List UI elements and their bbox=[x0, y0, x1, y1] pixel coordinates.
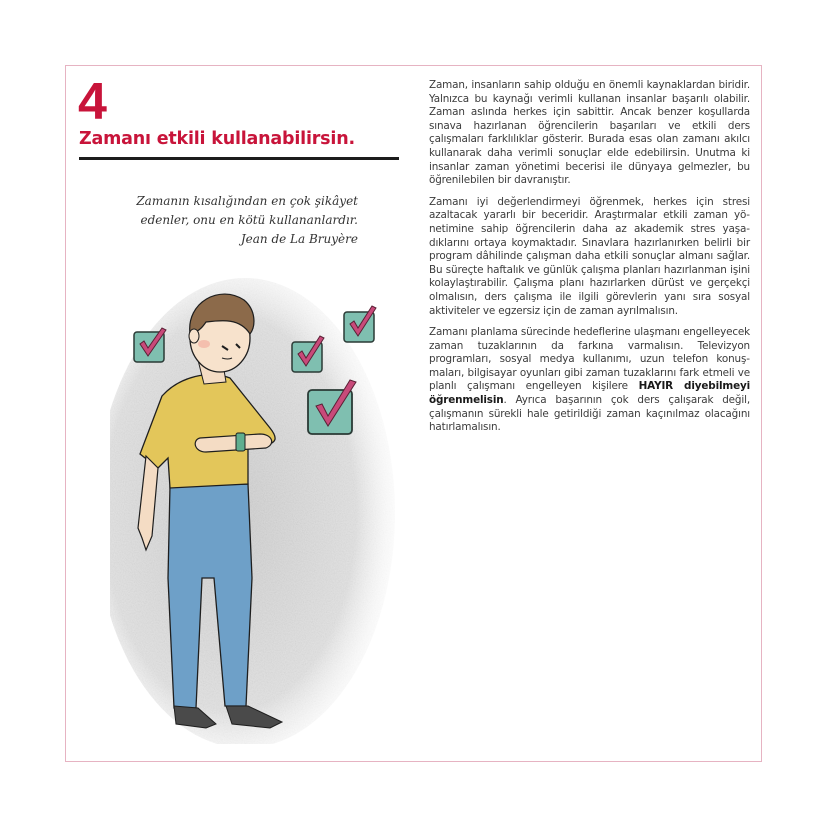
boy-checking-watch-illustration bbox=[110, 278, 400, 744]
paragraph-text: Zamanı planlama sürecinde hedeflerine ulaşmanı engelleyecek zaman tuzaklarının da farkına varmalısın. Televizyon programları, sosyal medya kullanımı, uzun telefon konuşmaları, bilgisayar oyunları gibi zaman tuzaklarını fark etmeli ve planlı çalışmanı engelleyen kişilere bbox=[429, 326, 750, 393]
checkbox-icon bbox=[344, 306, 376, 342]
quote-line-1: Zamanın kısalığından en çok şikâyet bbox=[136, 194, 358, 208]
paragraph-text: . Ayrıca başarının çok ders çalışarak değil, çalışmanın sürekli hale getirildiği zaman kaçınılmaz olacağını hatırlamalısın. bbox=[429, 394, 750, 434]
quote-author: Jean de La Bruyère bbox=[240, 232, 358, 246]
quote-line-2: edenler, onu en kötü kullananlardır. bbox=[140, 213, 358, 227]
chapter-title: Zamanı etkili kullanabilirsin. bbox=[79, 129, 355, 149]
checkbox-icon bbox=[292, 336, 324, 372]
chapter-number: 4 bbox=[78, 73, 107, 131]
checkbox-icon bbox=[134, 328, 166, 362]
title-divider bbox=[79, 157, 399, 160]
paragraph bbox=[429, 326, 750, 435]
body-text-column bbox=[429, 79, 750, 443]
wristwatch-icon bbox=[236, 433, 245, 451]
emphasis-text: HAYIR diyebilmeyi öğrenmelisin bbox=[429, 380, 751, 407]
epigraph-quote bbox=[136, 192, 358, 249]
paragraph: Zamanı iyi değerlendirmeyi öğrenmek, herkes için stresi azaltacak yararlı bir beceridir. Araştırmalar etkili zaman yönetimine sahip öğrencilerin daha az akademik stres yaşadıklarını ortaya koymaktadır. Sınavlara hazırlanırken belirli bir program dâhilinde çalışman daha etkili sonuçlar almanı sağlar. Bu süreçte haftalık ve günlük çalışma planları hazırlanman işini kolaylaştırabilir. Çalışma planı hazırlarken dürüst ve gerçekçi olmalısın, ders çalışma ile ilgili görevlerin yanı sıra sosyal aktiviteler ve egzersiz için de zaman ayrılmalısın. bbox=[429, 195, 750, 317]
paragraph: Zaman, insanların sahip olduğu en önemli kaynaklardan biridir. Yalnızca bu kaynağı verimli kullanan insanlar başarılı olabilir. Zaman aslında herkes için sabittir. Ancak benzer koşullarda sınava hazırlanan öğrencilerin başarıları ve etkili ders çalışmaları farklılıklar gösterir. Burada esas olan zamanı akılcı kullanarak daha verimli sonuçlar elde edebilirsin. Unutma ki insanlar zaman yönetimi becerisi ile dünyaya gelmezler, bu öğrenilebilen bir davranıştır. bbox=[429, 79, 750, 187]
